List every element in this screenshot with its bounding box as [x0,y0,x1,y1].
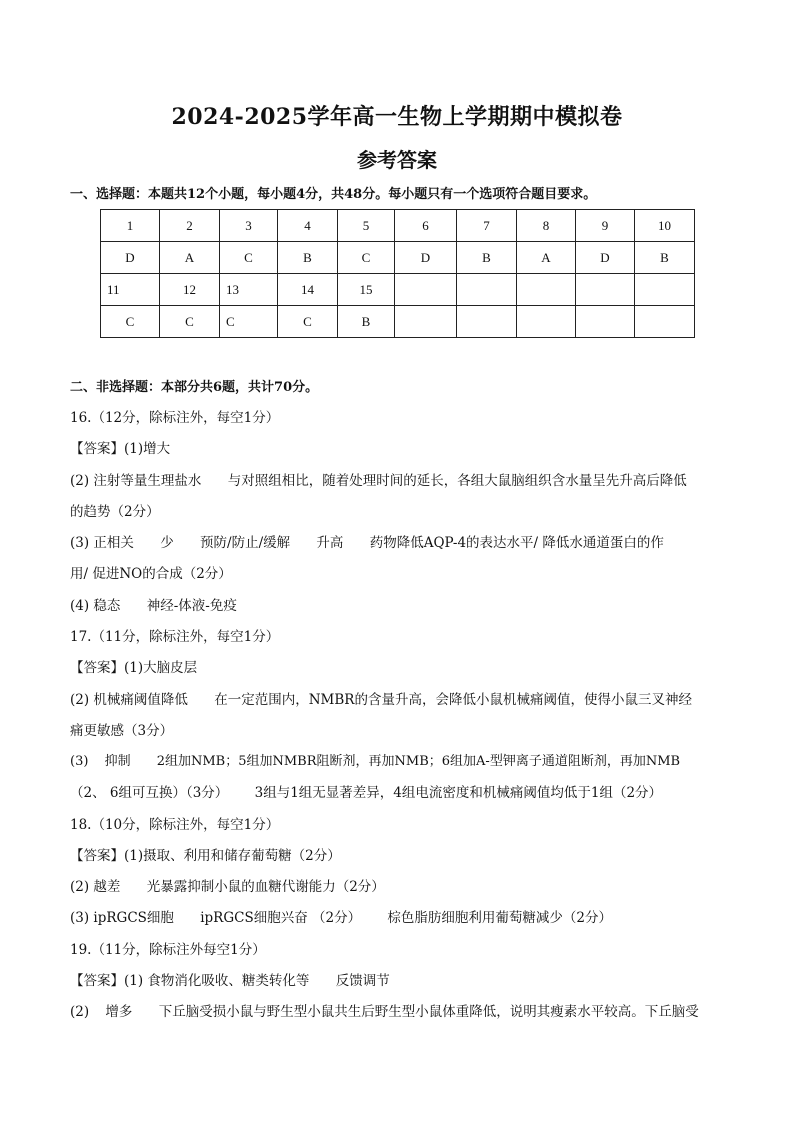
answer-text: 注射等量生理盐水 [93,473,202,489]
answer-text: 食物消化吸收、糖类转化等 [147,973,310,989]
table-cell [457,274,517,306]
answer-text: ipRGCS细胞兴奋 （2分） [200,910,362,926]
table-cell [517,306,576,338]
table-cell: 5 [338,210,395,242]
q16-answer-3-cont: 用/ 促进NO的合成（2分） [70,566,232,582]
table-cell: B [457,242,517,274]
q18-answer-1 [70,844,341,864]
table-cell: 7 [457,210,517,242]
table-cell: D [101,242,160,274]
answer-number: (3) [70,535,90,551]
page-title: 2024-2025学年高一生物上学期期中模拟卷 [171,104,623,130]
table-cell [395,306,457,338]
q17-header: 17.（11分，除标注外，每空1分） [70,629,280,645]
q18-header: 18.（10分，除标注外，每空1分） [70,817,280,833]
table-cell: 10 [635,210,695,242]
answer-text: 稳态 [93,598,121,614]
q17-answer-1 [70,656,197,676]
answer-number: (1) [124,973,144,989]
table-cell: C [338,242,395,274]
table-cell: 1 [101,210,160,242]
page-subtitle: 参考答案 [357,148,437,172]
table-cell: A [160,242,220,274]
table-row [101,306,695,338]
table-cell: A [517,242,576,274]
answer-number: (2) [70,879,90,895]
answer-text: 3组与1组无显著差异，4组电流密度和机械痛阈值均低于1组（2分） [254,785,663,801]
q16-answer-1 [70,437,170,457]
q19-answer-1 [70,969,390,989]
answer-text: (1)大脑皮层 [124,660,198,676]
table-cell: C [278,306,338,338]
answer-text: 抑制 [104,754,131,769]
answer-text: 少 [160,535,174,551]
section-1-heading: 一、选择题：本题共12个小题，每小题4分，共48分。每小题只有一个选项符合题目要求。 [70,187,597,202]
answer-text: 在一定范围内，NMBR的含量升高，会降低小鼠机械痛阈值，使得小鼠三叉神经 [214,692,692,708]
table-cell [395,274,457,306]
answer-text: 棕色脂肪细胞利用葡萄糖减少（2分） [387,910,612,926]
table-cell: C [160,306,220,338]
q16-answer-2 [70,469,687,489]
answer-tag: 【答案】 [70,660,124,676]
table-cell: D [576,242,635,274]
q19-answer-2 [70,1000,699,1020]
answer-text: 与对照组相比，随着处理时间的延长，各组大鼠脑组织含水量呈先升高后降低 [227,473,687,489]
answer-text: (1)摄取、利用和储存葡萄糖（2分） [124,848,341,864]
answer-number: (3) [70,754,89,769]
q19-header: 19.（11分，除标注外每空1分） [70,942,266,958]
q18-answer-3 [70,906,612,926]
answer-number: (2) [70,1004,90,1020]
answer-text: 预防/防止/缓解 [200,535,291,551]
table-cell: 6 [395,210,457,242]
q16-answer-4 [70,594,237,614]
answer-text: 药物降低AQP-4的表达水平/ 降低水通道蛋白的作 [369,535,664,551]
table-cell: B [278,242,338,274]
table-cell [635,274,695,306]
q17-answer-2 [70,688,692,708]
table-cell: C [220,242,278,274]
table-cell: C [101,306,160,338]
table-cell: 14 [278,274,338,306]
table-cell: 2 [160,210,220,242]
answer-text: ipRGCS细胞 [93,910,174,926]
answer-tag: 【答案】 [70,973,124,989]
answer-tag: 【答案】 [70,441,124,457]
table-cell: C [220,306,278,338]
answer-text: 2组加NMB；5组加NMBR阻断剂，再加NMB；6组加A-型钾离子通道阻断剂，再加NMB [156,754,681,769]
q18-answer-2 [70,875,385,895]
answer-text: 光暴露抑制小鼠的血糖代谢能力（2分） [146,879,385,895]
answer-text: （2、 6组可互换）（3分） [70,785,229,801]
table-cell: 11 [101,274,160,306]
q17-answer-3-cont [70,781,662,801]
q17-answer-2-cont: 痛更敏感（3分） [70,723,174,739]
answer-text: 越差 [93,879,121,895]
table-cell: 9 [576,210,635,242]
section-2-heading: 二、非选择题：本部分共6题，共计70分。 [70,380,319,395]
answer-text: 增多 [105,1004,133,1020]
table-cell [635,306,695,338]
answer-number: (2) [70,473,90,489]
q17-answer-3 [70,750,680,769]
table-cell [576,306,635,338]
answer-text: 下丘脑受损小鼠与野生型小鼠共生后野生型小鼠体重降低，说明其瘦素水平较高。下丘脑受 [158,1004,699,1020]
table-cell: 12 [160,274,220,306]
table-cell: D [395,242,457,274]
answer-text: (1)增大 [124,441,171,457]
table-row [101,242,695,274]
q16-header: 16.（12分，除标注外，每空1分） [70,410,280,426]
answer-number: (4) [70,598,90,614]
answer-number: (2) [70,692,90,708]
answer-text: 神经-体液-免疫 [146,598,237,614]
answer-text: 机械痛阈值降低 [93,692,188,708]
table-cell: 8 [517,210,576,242]
table-cell: B [635,242,695,274]
table-cell: 3 [220,210,278,242]
answer-number: (3) [70,910,90,926]
table-cell: B [338,306,395,338]
answer-tag: 【答案】 [70,848,124,864]
table-cell: 15 [338,274,395,306]
answer-table [100,209,695,338]
table-cell [517,274,576,306]
table-row [101,274,695,306]
table-cell [457,306,517,338]
q16-answer-2-cont: 的趋势（2分） [70,504,160,520]
answer-text: 正相关 [93,535,134,551]
answer-text: 反馈调节 [335,973,390,989]
table-cell: 13 [220,274,278,306]
table-cell: 4 [278,210,338,242]
q16-answer-3 [70,531,664,551]
table-row [101,210,695,242]
answer-text: 升高 [316,535,344,551]
table-cell [576,274,635,306]
